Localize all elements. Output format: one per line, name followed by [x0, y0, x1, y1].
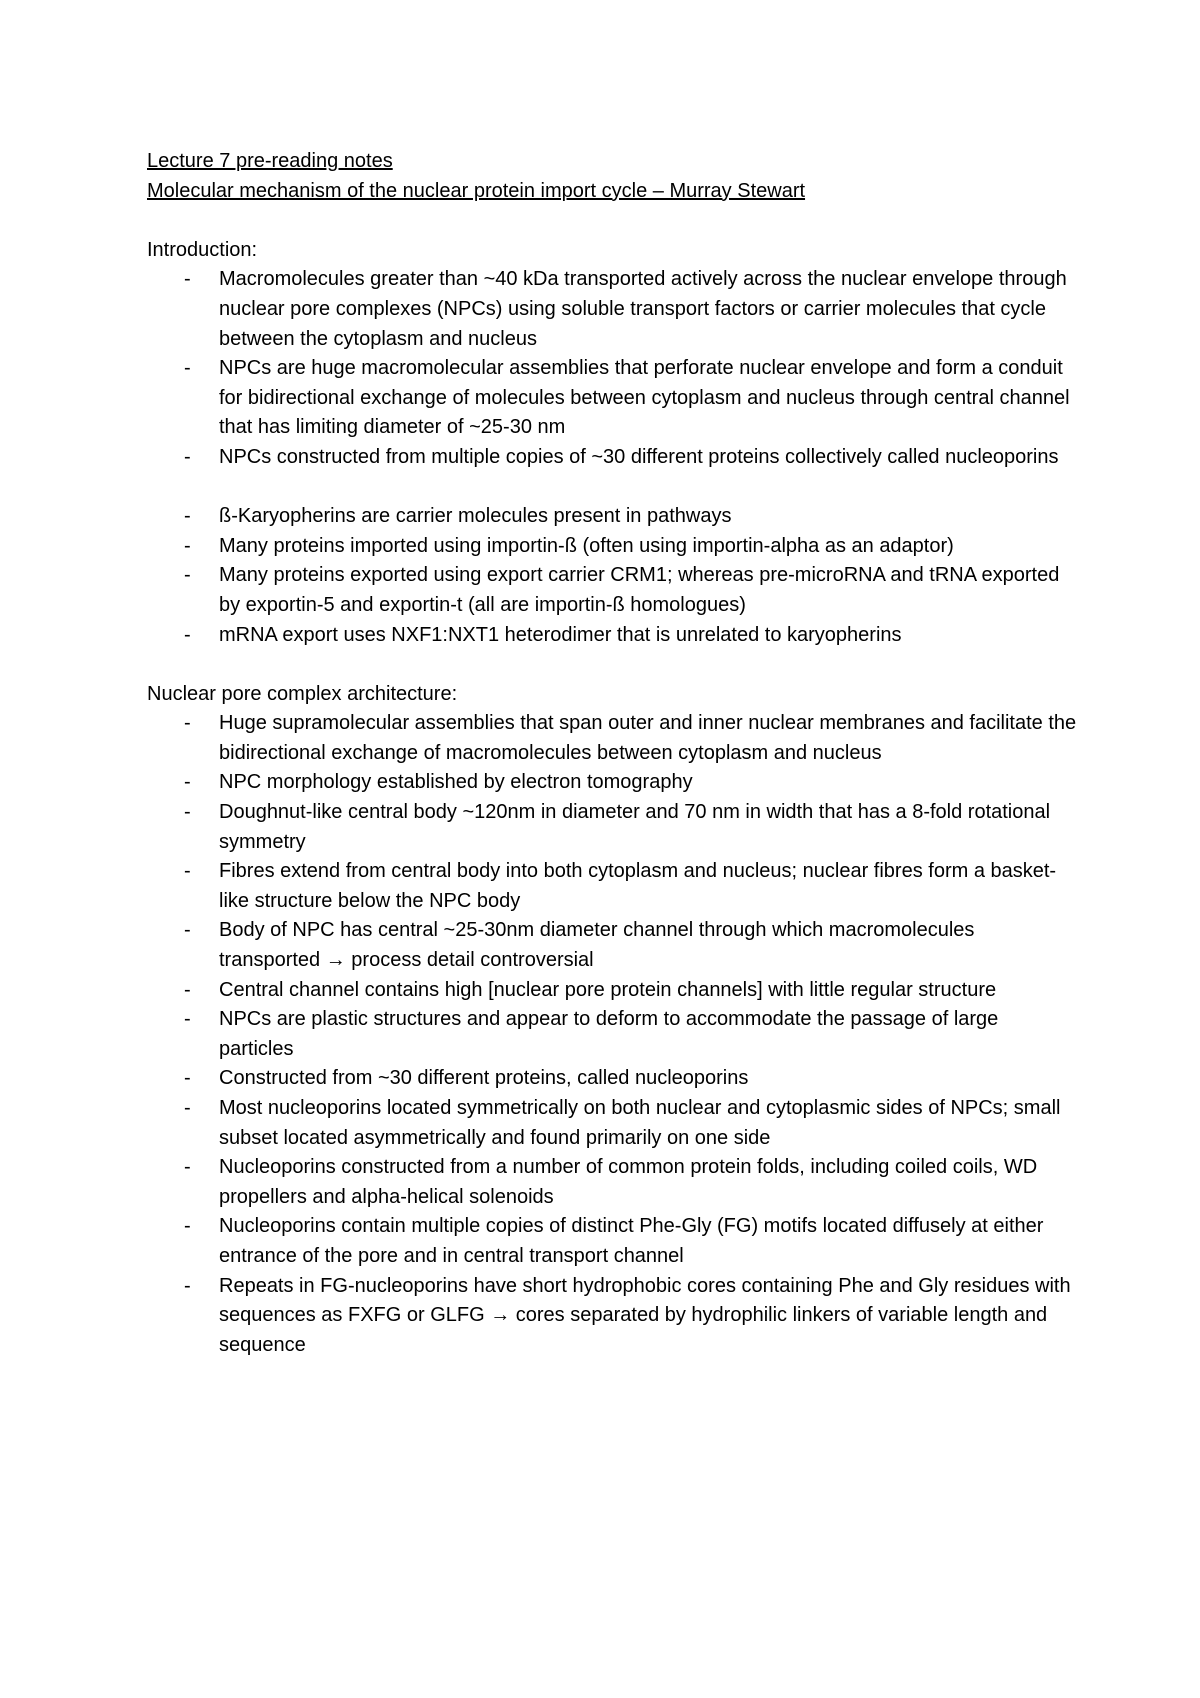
list-item [147, 916, 1077, 975]
list-item-text: NPCs constructed from multiple copies of ~30 different proteins collectively called nucleoporins [219, 445, 1059, 468]
sections-container [147, 236, 1077, 1361]
list-item [147, 1094, 1077, 1153]
list-item [147, 532, 1077, 562]
bullet-dash: - [184, 1274, 191, 1297]
bullet-dash: - [184, 919, 191, 942]
list-item-text: Repeats in FG-nucleoporins have short hydrophobic cores containing Phe and Gly residues with sequences as FXFG or GLFG → cores separated by hydrophilic linkers of variable length and sequence [219, 1274, 1071, 1356]
list-item-text: Most nucleoporins located symmetrically on both nuclear and cytoplasmic sides of NPCs; small subset located asymmetrically and found primarily on one side [219, 1097, 1061, 1149]
document-subtitle: Molecular mechanism of the nuclear protein import cycle – Murray Stewart [147, 179, 806, 202]
list-item-text: Many proteins exported using export carrier CRM1; whereas pre-microRNA and tRNA exported by exportin-5 and exportin-t (all are importin-ß homologues) [219, 564, 1060, 616]
list-item [147, 709, 1077, 768]
spacer [147, 206, 1077, 236]
bullet-list [147, 265, 1077, 472]
bullet-dash: - [184, 1008, 191, 1031]
bullet-dash: - [184, 1215, 191, 1238]
list-item [147, 976, 1077, 1006]
bullet-dash: - [184, 978, 191, 1001]
list-item-text: Many proteins imported using importin-ß (often using importin-alpha as an adaptor) [219, 534, 954, 557]
list-item-text: Fibres extend from central body into both cytoplasm and nucleus; nuclear fibres form a basket-like structure below the NPC body [219, 860, 1057, 912]
list-item-text: Central channel contains high [nuclear pore protein channels] with little regular structure [219, 978, 997, 1001]
bullet-dash: - [184, 268, 191, 291]
bullet-dash: - [184, 623, 191, 646]
document-title: Lecture 7 pre-reading notes [147, 150, 393, 172]
list-item [147, 1272, 1077, 1361]
bullet-dash: - [184, 1156, 191, 1179]
bullet-dash: - [184, 801, 191, 824]
bullet-dash: - [184, 712, 191, 735]
list-item-text: NPCs are huge macromolecular assemblies that perforate nuclear envelope and form a conduit for bidirectional exchange of molecules between cytoplasm and nucleus through central channel that has limiting diameter of ~25-30 nm [219, 357, 1070, 439]
list-item [147, 1005, 1077, 1064]
section-heading: Nuclear pore complex architecture: [147, 682, 458, 705]
bullet-dash: - [184, 860, 191, 883]
bullet-dash: - [184, 534, 191, 557]
list-item-text: Huge supramolecular assemblies that span outer and inner nuclear membranes and facilitate the bidirectional exchange of macromolecules between cytoplasm and nucleus [219, 712, 1077, 764]
section-heading: Introduction: [147, 238, 258, 261]
spacer [147, 650, 1077, 680]
list-item-text: Body of NPC has central ~25-30nm diameter channel through which macromolecules transported → process detail controversial [219, 919, 975, 972]
list-item-text: mRNA export uses NXF1:NXT1 heterodimer that is unrelated to karyopherins [219, 623, 902, 646]
bullet-list [147, 502, 1077, 650]
spacer [147, 473, 1077, 503]
list-item-text: NPC morphology established by electron tomography [219, 771, 693, 794]
bullet-dash: - [184, 445, 191, 468]
list-item [147, 621, 1077, 651]
bullet-dash: - [184, 1067, 191, 1090]
list-item-text: Constructed from ~30 different proteins, called nucleoporins [219, 1067, 749, 1090]
bullet-list [147, 709, 1077, 1360]
document-body [147, 147, 1077, 1360]
list-item [147, 354, 1077, 443]
list-item-text: ß-Karyopherins are carrier molecules present in pathways [219, 505, 732, 528]
bullet-dash: - [184, 505, 191, 528]
list-item [147, 1153, 1077, 1212]
list-item-text: Doughnut-like central body ~120nm in diameter and 70 nm in width that has a 8-fold rotational symmetry [219, 801, 1051, 853]
list-item-text: NPCs are plastic structures and appear to deform to accommodate the passage of large particles [219, 1008, 999, 1060]
list-item [147, 857, 1077, 916]
list-item [147, 798, 1077, 857]
list-item-text: Nucleoporins contain multiple copies of distinct Phe-Gly (FG) motifs located diffusely at either entrance of the pore and in central transport channel [219, 1215, 1044, 1267]
list-item-text: Nucleoporins constructed from a number of common protein folds, including coiled coils, WD propellers and alpha-helical solenoids [219, 1156, 1038, 1208]
list-item [147, 1064, 1077, 1094]
list-item [147, 443, 1077, 473]
list-item [147, 768, 1077, 798]
bullet-dash: - [184, 357, 191, 380]
list-item [147, 502, 1077, 532]
bullet-dash: - [184, 564, 191, 587]
bullet-dash: - [184, 771, 191, 794]
list-item [147, 265, 1077, 354]
list-item [147, 561, 1077, 620]
list-item [147, 1212, 1077, 1271]
list-item-text: Macromolecules greater than ~40 kDa transported actively across the nuclear envelope through nuclear pore complexes (NPCs) using soluble transport factors or carrier molecules that cycle between the cytoplasm and nucleus [219, 268, 1067, 350]
bullet-dash: - [184, 1097, 191, 1119]
